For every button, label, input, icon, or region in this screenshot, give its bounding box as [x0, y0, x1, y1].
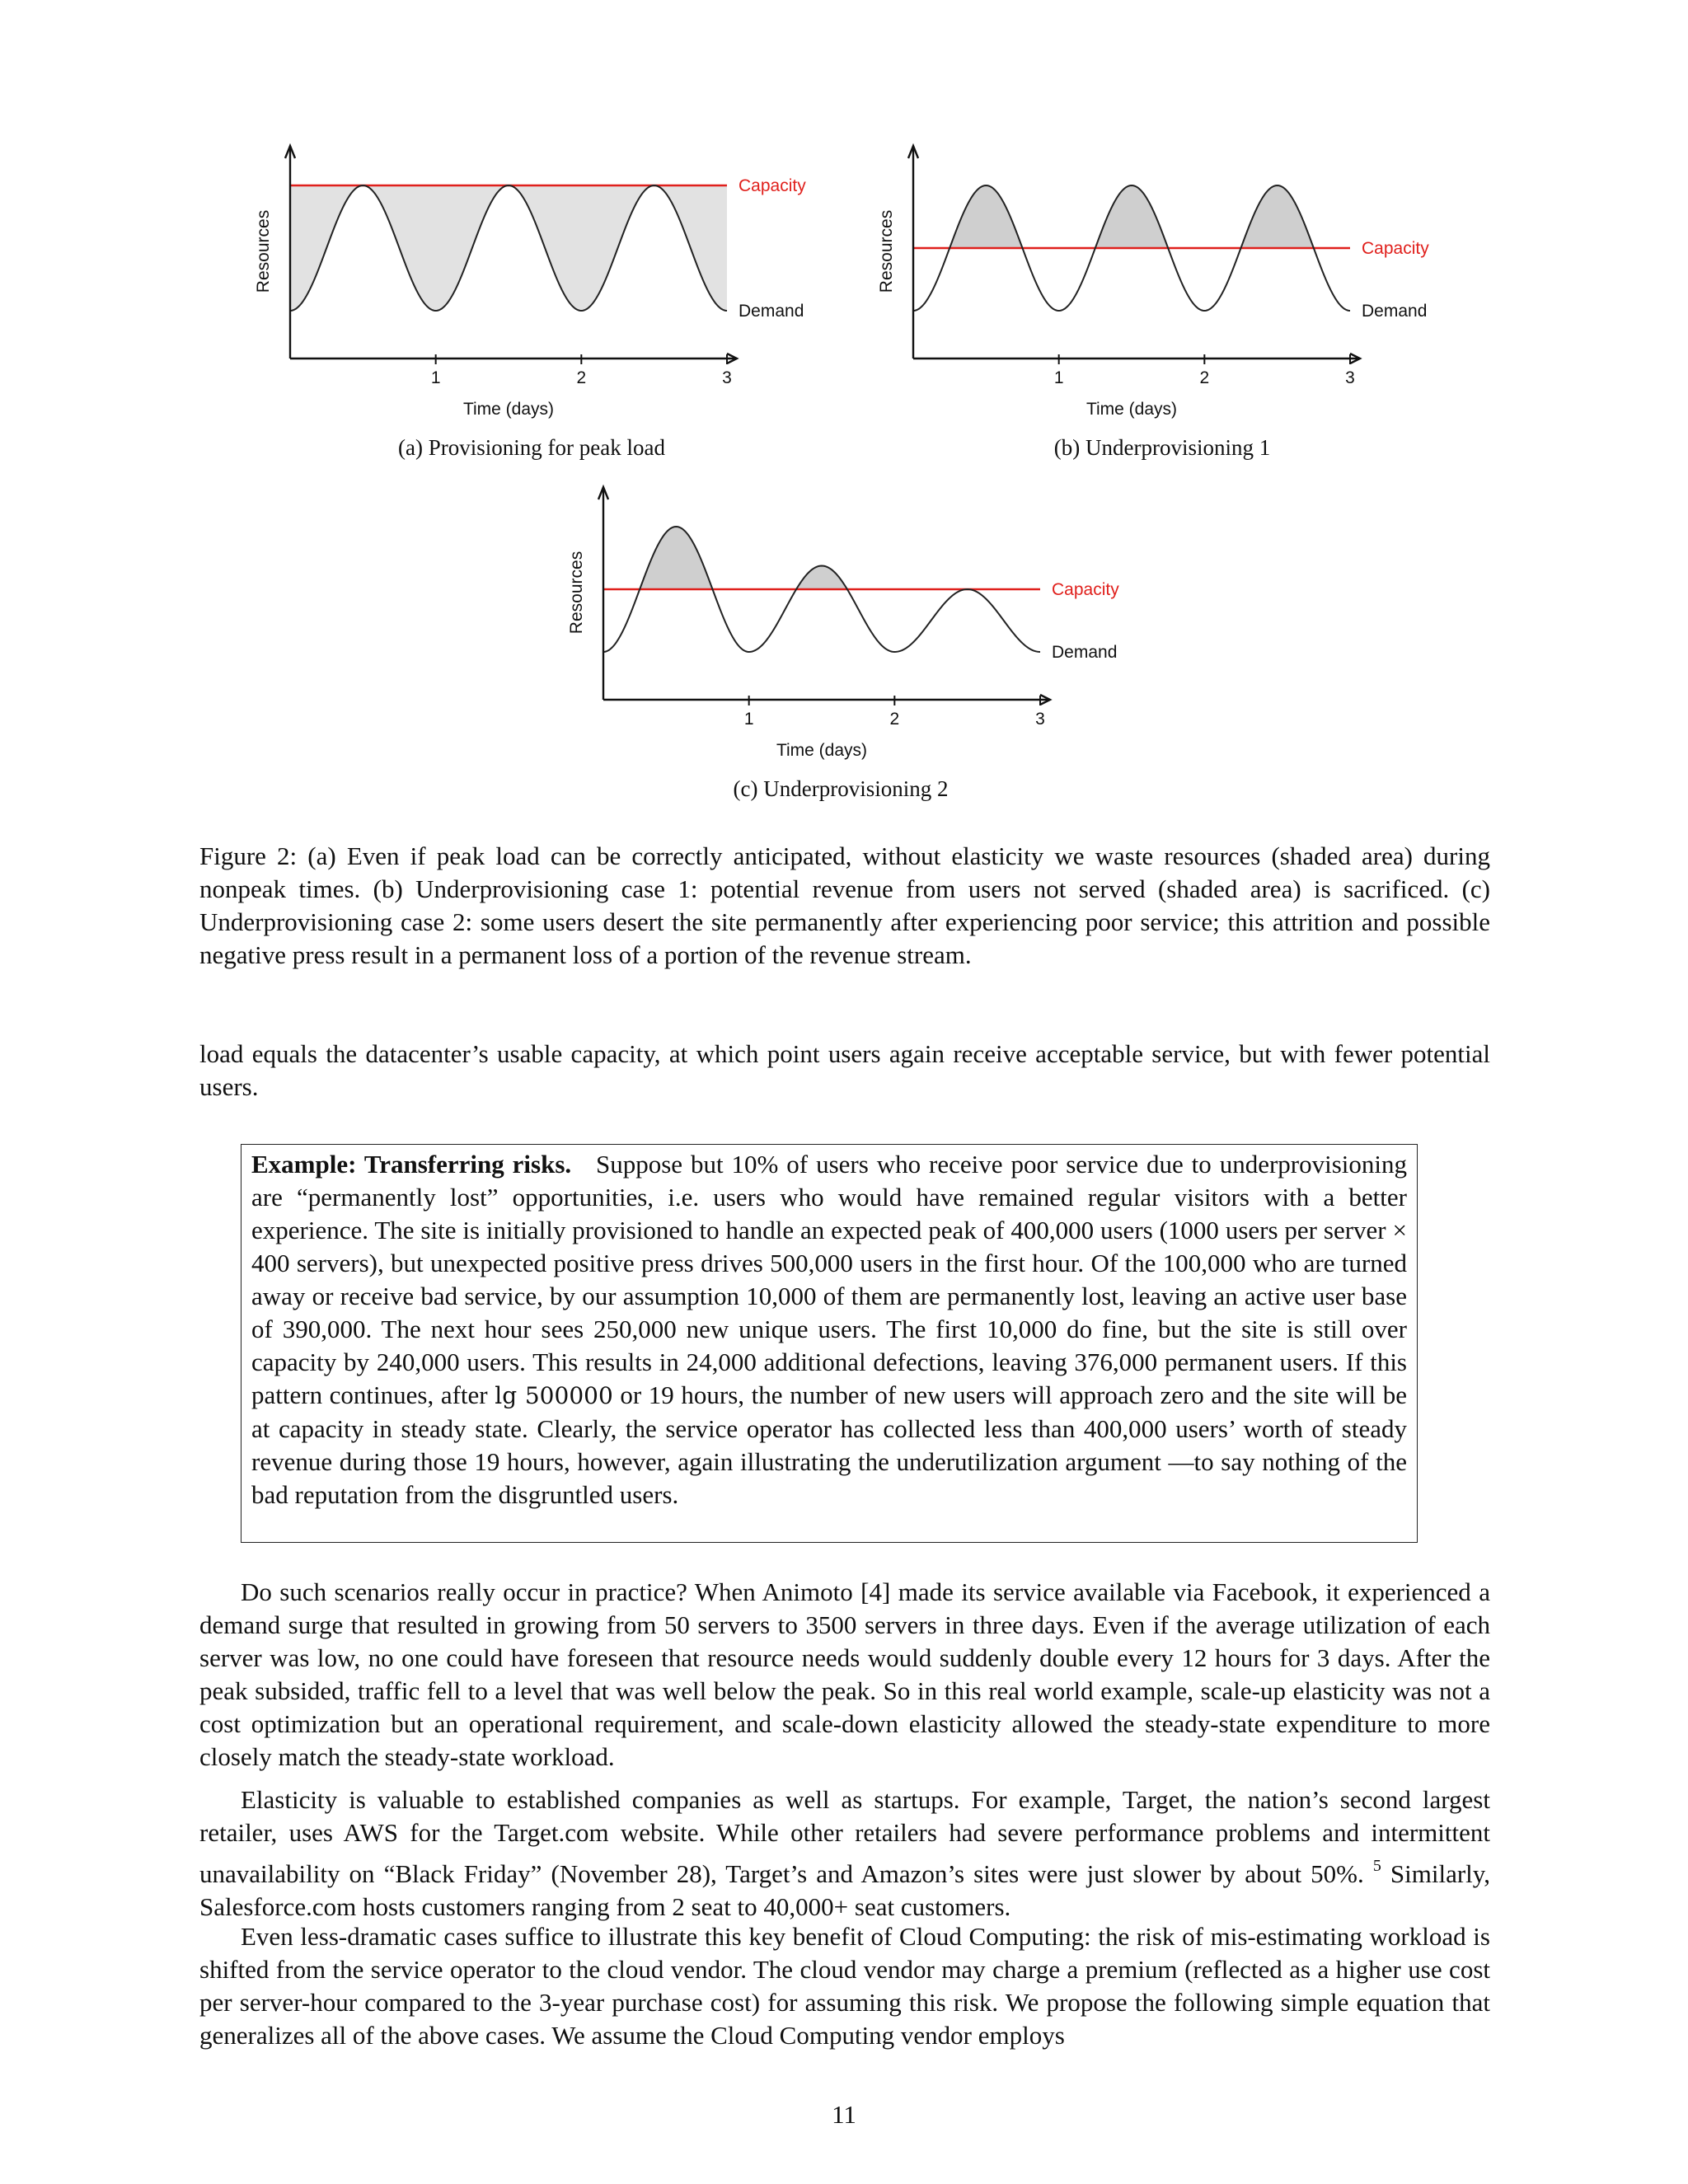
- x-tick-label: 1: [743, 710, 754, 729]
- figure-caption: [199, 840, 1490, 972]
- y-axis-label: Resources: [567, 551, 586, 635]
- animoto-paragraph: Do such scenarios really occur in practice? When Animoto [4] made its service available via Facebook, it experienced a demand surge that resulted in growing from 50 servers to 3500 servers in three days. Even if the average utilization of each server was low, no one could have foreseen that resource needs would suddenly double every 12 hours for 3 days. After the peak subsided, traffic fell to a level that was well below the peak. So in this real world example, scale-up elasticity was not a cost optimization but an operational requirement, and scale-down elasticity allowed the steady-state expenditure to more closely match the steady-state workload.: [199, 1577, 1490, 1771]
- chart-b: [870, 140, 1464, 437]
- example-body-1: Suppose but 10% of users who receive poor service due to underprovisioning are “permanently lost” opportunities, i.e. users who would have remained regular visitors with a better experience. The site is initially provisioned to handle an expected peak of 400,000 users (1000 users per server × 400 servers), but unexpected positive press drives 500,000 users in the first hour. Of the 100,000 who are turned away or receive bad service, by our assumption 10,000 of them are permanently lost, leaving an active user base of 390,000. The next hour sees 250,000 new unique users. The first 10,000 do fine, but the site is still over capacity by 240,000 users. This results in 24,000 additional defections, leaving 376,000 permanent users. If this pattern continues, after: [251, 1150, 1408, 1409]
- example-body-2: or 19 hours, the number of new users will approach zero and the site will be at capacity in steady state. Clearly, the service operator has collected less than 400,000 users’ worth of steady revenue during those 19 hours, however, again illustrating the underutilization argument —to say nothing of the bad reputation from the disgruntled users.: [251, 1380, 1408, 1509]
- demand-label: Demand: [1362, 302, 1428, 321]
- y-axis-label: Resources: [254, 209, 273, 293]
- x-tick-label: 2: [889, 710, 900, 729]
- example-box: [241, 1144, 1418, 1543]
- x-axis-label: Time (days): [1085, 400, 1178, 419]
- chart-c: [560, 481, 1154, 778]
- demand-label: Demand: [1052, 643, 1118, 662]
- risk-paragraph: Even less-dramatic cases suffice to illustrate this key benefit of Cloud Computing: the risk of mis-estimating workload is shifted from the service operator to the cloud vendor. The cloud vendor may charge a premium (reflected as a higher use cost per server-hour compared to the 3-year purchase cost) for assuming this risk. We propose the following simple equation that generalizes all of the above cases. We assume the Cloud Computing vendor employs: [199, 1922, 1490, 2050]
- x-axis-label: Time (days): [462, 400, 555, 419]
- figure-caption-text: (a) Even if peak load can be correctly anticipated, without elasticity we waste resources (shaded area) during nonpeak times. (b) Underprovisioning case 1: potential revenue from users not served (shaded area) is sacrificed. (c) Underprovisioning case 2: some users desert the site permanently after experiencing poor service; this attrition and possible negative press result in a permanent loss of a portion of the revenue stream.: [199, 841, 1490, 969]
- x-tick-label: 3: [1035, 710, 1045, 729]
- subcaption-a: (a) Provisioning for peak load: [398, 435, 665, 460]
- shaded-area: [290, 185, 727, 311]
- y-axis-label: Resources: [877, 209, 896, 293]
- chart-b-svg: [870, 140, 1464, 437]
- continuation-paragraph: load equals the datacenter’s usable capacity, at which point users again receive acceptable service, but with fewer potential users.: [199, 1039, 1490, 1101]
- example-math: lg 500000: [495, 1382, 613, 1409]
- x-tick-label: 1: [1053, 368, 1064, 387]
- chart-a: [247, 140, 841, 437]
- x-tick-label: 3: [722, 368, 732, 387]
- subcaption-b: (b) Underprovisioning 1: [1053, 435, 1271, 460]
- x-tick-label: 2: [1199, 368, 1210, 387]
- chart-c-svg: [560, 481, 1154, 778]
- x-tick-label: 3: [1345, 368, 1355, 387]
- capacity-label: Capacity: [738, 176, 806, 195]
- figure-number: Figure 2:: [199, 841, 298, 870]
- chart-a-svg: [247, 140, 841, 437]
- x-tick-label: 2: [576, 368, 587, 387]
- capacity-label: Capacity: [1362, 239, 1429, 258]
- x-tick-label: 1: [430, 368, 441, 387]
- demand-curve: [290, 185, 727, 311]
- chart-shade-group: [290, 185, 727, 311]
- example-title: Example: Transferring risks.: [251, 1150, 572, 1179]
- footnote-marker: 5: [1372, 1857, 1381, 1875]
- target-paragraph: Elasticity is valuable to established companies as well as startups. For example, Target, the nation’s second largest retailer, uses AWS for the Target.com website. While other retailers had severe performance problems and intermittent unavailability on “Black Friday” (November 28), Target’s and Amazon’s sites were just slower by about 50%. $^5$ Similarly, Salesforce.com hosts customers ranging from 2 seat to 40,000+ seat customers.: [199, 1785, 1491, 1921]
- subcaption-c: (c) Underprovisioning 2: [733, 776, 949, 801]
- capacity-label: Capacity: [1052, 580, 1119, 599]
- x-axis-label: Time (days): [776, 741, 868, 760]
- page-number: 11: [832, 2100, 856, 2129]
- demand-label: Demand: [738, 302, 804, 321]
